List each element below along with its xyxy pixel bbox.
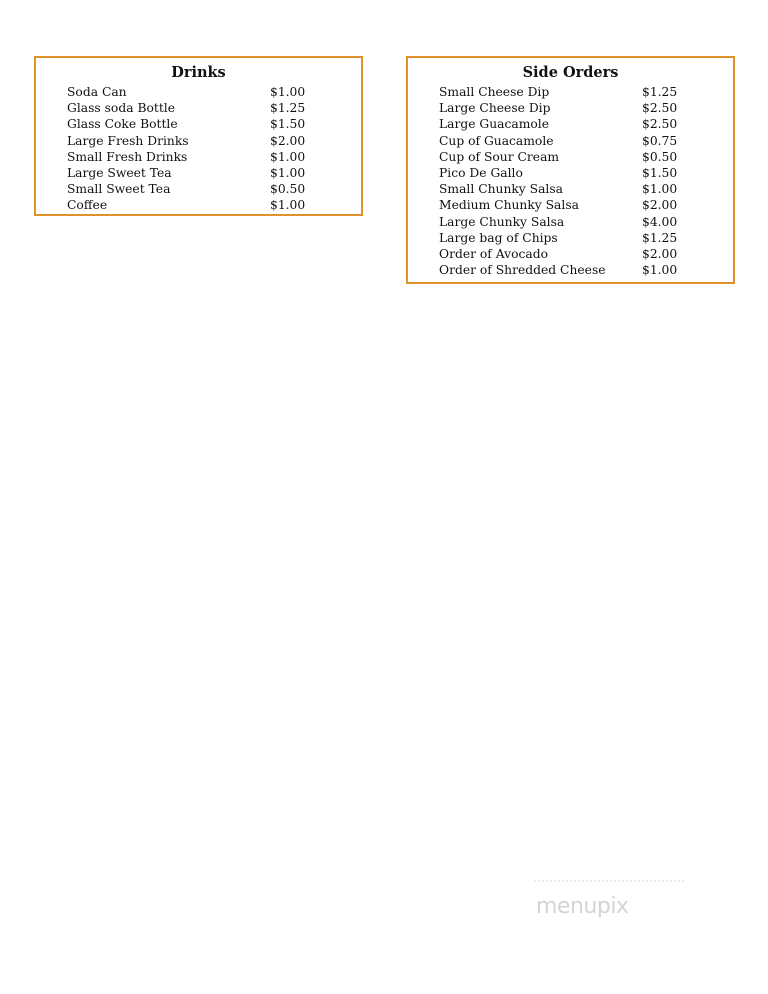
side-orders-item-price: $1.25 — [642, 85, 678, 99]
side-orders-item-price: $1.00 — [642, 263, 678, 278]
side-orders-item — [408, 149, 733, 165]
watermark-dots — [534, 880, 684, 886]
drinks-item-price: $0.50 — [270, 182, 306, 197]
side-orders-item-name: Large Guacamole — [439, 117, 549, 132]
side-orders-title: Side Orders — [522, 64, 619, 81]
watermark-text: menupix — [536, 894, 629, 919]
side-orders-item — [408, 230, 733, 246]
side-orders-item-price: $2.00 — [642, 246, 678, 261]
drinks-item-price: $1.25 — [270, 101, 306, 116]
side-orders-item-name: Large Chunky Salsa — [439, 214, 565, 229]
side-orders-item — [408, 246, 733, 262]
side-orders-item-price: $1.00 — [642, 182, 678, 197]
drinks-item — [36, 165, 361, 181]
side-orders-item-name: Order of Avocado — [439, 246, 548, 261]
drinks-item — [36, 181, 361, 197]
side-orders-item — [408, 100, 733, 116]
drinks-item — [36, 149, 361, 165]
menupix-watermark-logo — [528, 878, 688, 938]
drinks-item — [36, 100, 361, 116]
drinks-item-price: $1.50 — [270, 117, 306, 132]
drinks-list — [36, 84, 361, 214]
side-orders-item-name: Pico De Gallo — [439, 165, 523, 180]
drinks-item-name: Small Sweet Tea — [67, 182, 171, 197]
drinks-item-name: Soda Can — [67, 85, 127, 99]
side-orders-section — [406, 56, 735, 284]
drinks-item-name: Glass soda Bottle — [67, 101, 175, 116]
drinks-item — [36, 133, 361, 149]
drinks-item — [36, 116, 361, 132]
side-orders-list — [408, 84, 733, 278]
side-orders-item-price: $2.50 — [642, 101, 678, 116]
side-orders-item-price: $1.25 — [642, 230, 678, 245]
side-orders-item — [408, 133, 733, 149]
side-orders-item-price: $0.50 — [642, 149, 678, 164]
side-orders-item-name: Small Cheese Dip — [439, 85, 550, 99]
drinks-item-name: Small Fresh Drinks — [67, 149, 188, 164]
drinks-item-name: Large Sweet Tea — [67, 165, 172, 180]
drinks-item-price: $2.00 — [270, 133, 306, 148]
side-orders-item-name: Medium Chunky Salsa — [439, 198, 579, 213]
side-orders-item — [408, 165, 733, 181]
drinks-item-price: $1.00 — [270, 165, 306, 180]
drinks-item — [36, 197, 361, 213]
side-orders-item — [408, 84, 733, 100]
drinks-item-price: $1.00 — [270, 149, 306, 164]
side-orders-item-name: Order of Shredded Cheese — [439, 263, 606, 278]
side-orders-item-price: $1.50 — [642, 165, 678, 180]
side-orders-item — [408, 181, 733, 197]
side-orders-item — [408, 116, 733, 132]
side-orders-item-name: Large bag of Chips — [439, 230, 558, 245]
side-orders-item — [408, 262, 733, 278]
drinks-title: Drinks — [171, 64, 226, 81]
drinks-section — [34, 56, 363, 216]
drinks-item-price: $1.00 — [270, 85, 306, 99]
side-orders-item-price: $2.50 — [642, 117, 678, 132]
side-orders-item-price: $2.00 — [642, 198, 678, 213]
side-orders-item-name: Cup of Guacamole — [439, 133, 554, 148]
drinks-item — [36, 84, 361, 100]
drinks-item-price: $1.00 — [270, 198, 306, 213]
drinks-item-name: Large Fresh Drinks — [67, 133, 189, 148]
side-orders-item — [408, 214, 733, 230]
side-orders-item-price: $0.75 — [642, 133, 678, 148]
side-orders-item-name: Cup of Sour Cream — [439, 149, 560, 164]
drinks-item-name: Coffee — [67, 198, 108, 213]
side-orders-item-name: Small Chunky Salsa — [439, 182, 563, 197]
side-orders-item — [408, 197, 733, 213]
side-orders-item-price: $4.00 — [642, 214, 678, 229]
side-orders-item-name: Large Cheese Dip — [439, 101, 551, 116]
drinks-item-name: Glass Coke Bottle — [67, 117, 178, 132]
